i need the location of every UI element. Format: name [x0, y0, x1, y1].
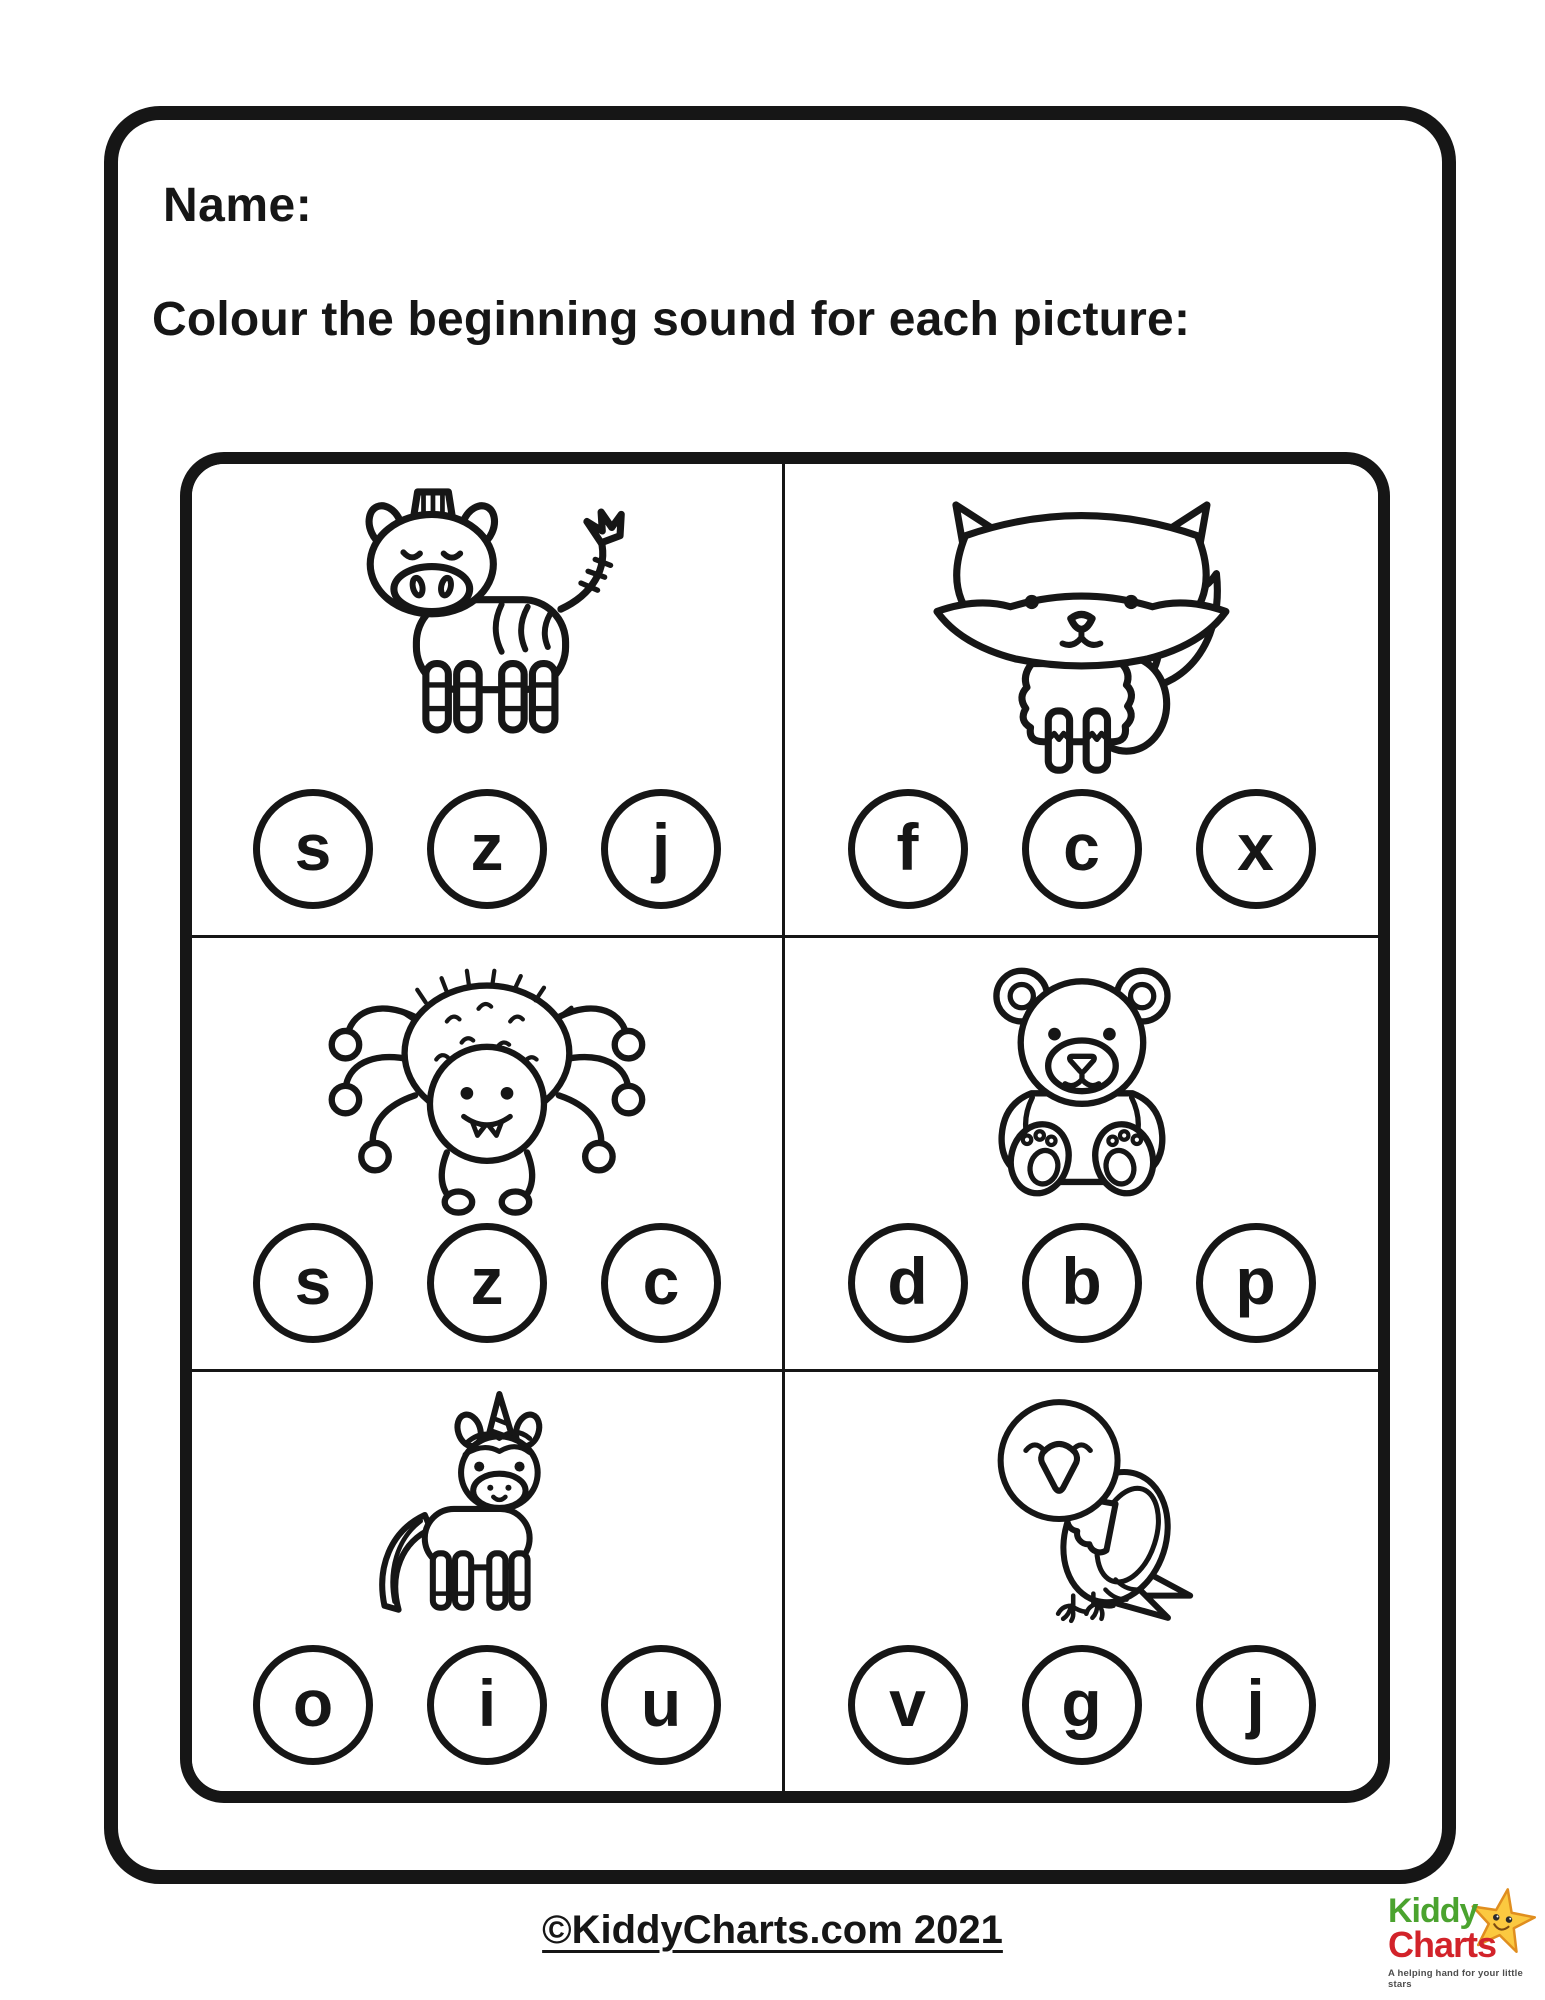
- letter-choice[interactable]: [1196, 789, 1316, 909]
- letter-choices: [253, 1223, 721, 1343]
- unicorn-illustration-icon: [326, 1386, 649, 1645]
- letter-choices: [848, 1223, 1316, 1343]
- letter-label: i: [477, 1666, 497, 1740]
- letter-label: z: [470, 810, 504, 884]
- cell-spider: [192, 938, 785, 1372]
- teddy-bear-drawing: [913, 956, 1251, 1220]
- parrot-illustration-icon: [920, 1386, 1243, 1645]
- letter-label: o: [292, 1666, 334, 1740]
- letter-label: f: [896, 810, 919, 884]
- letter-choice[interactable]: [848, 789, 968, 909]
- letter-choice[interactable]: [848, 1223, 968, 1343]
- letter-label: g: [1061, 1666, 1102, 1740]
- letter-label: c: [642, 1244, 680, 1318]
- letter-label: s: [294, 810, 332, 884]
- letter-label: c: [1063, 810, 1100, 884]
- letter-choices: [253, 1645, 721, 1765]
- logo-tagline: A helping hand for your little stars: [1388, 1968, 1523, 1990]
- letter-choice[interactable]: [253, 1223, 373, 1343]
- letter-choice[interactable]: [427, 1645, 547, 1765]
- letter-label: z: [470, 1244, 504, 1318]
- fox-illustration-icon: [892, 478, 1271, 789]
- letter-label: j: [651, 810, 671, 884]
- fox-drawing: [892, 486, 1271, 782]
- letter-choice[interactable]: [253, 789, 373, 909]
- letter-label: s: [294, 1244, 332, 1318]
- teddy-bear-illustration-icon: [913, 952, 1251, 1223]
- unicorn-drawing: [326, 1390, 649, 1642]
- letter-label: x: [1237, 810, 1274, 884]
- letter-label: u: [640, 1666, 682, 1740]
- cell-fox: [785, 464, 1378, 938]
- spider-illustration-icon: [318, 952, 656, 1223]
- letter-choice[interactable]: [601, 1645, 721, 1765]
- letter-label: d: [887, 1244, 928, 1318]
- letter-choice[interactable]: [1022, 1223, 1142, 1343]
- zebra-illustration-icon: [298, 478, 677, 789]
- cell-unicorn: [192, 1372, 785, 1791]
- letter-choice[interactable]: [253, 1645, 373, 1765]
- zebra-drawing: [298, 486, 677, 782]
- copyright-text: ©KiddyCharts.com 2021: [542, 1908, 1003, 1952]
- letter-choice[interactable]: [1196, 1645, 1316, 1765]
- letter-choices: [848, 1645, 1316, 1765]
- letter-label: p: [1235, 1244, 1276, 1318]
- letter-choice[interactable]: [1196, 1223, 1316, 1343]
- letter-choice[interactable]: [601, 789, 721, 909]
- activity-grid: [180, 452, 1390, 1803]
- cell-parrot: [785, 1372, 1378, 1791]
- letter-choice[interactable]: [1022, 1645, 1142, 1765]
- logo-word-charts: Charts: [1388, 1924, 1497, 1965]
- letter-choice[interactable]: [1022, 789, 1142, 909]
- kiddycharts-logo: [1386, 1890, 1544, 1998]
- parrot-drawing: [920, 1390, 1243, 1642]
- cell-teddy-bear: [785, 938, 1378, 1372]
- letter-choice[interactable]: [848, 1645, 968, 1765]
- letter-choices: [253, 789, 721, 909]
- letter-label: v: [889, 1666, 926, 1740]
- letter-choice[interactable]: [601, 1223, 721, 1343]
- letter-label: b: [1061, 1244, 1102, 1318]
- cell-zebra: [192, 464, 785, 938]
- letter-choices: [848, 789, 1316, 909]
- instruction-text: Colour the beginning sound for each picture:: [152, 293, 1191, 346]
- letter-choice[interactable]: [427, 789, 547, 909]
- letter-label: j: [1246, 1666, 1265, 1740]
- logo-word-kiddy: Kiddy: [1388, 1892, 1478, 1930]
- spider-drawing: [318, 956, 656, 1220]
- name-label: Name:: [163, 179, 313, 232]
- letter-choice[interactable]: [427, 1223, 547, 1343]
